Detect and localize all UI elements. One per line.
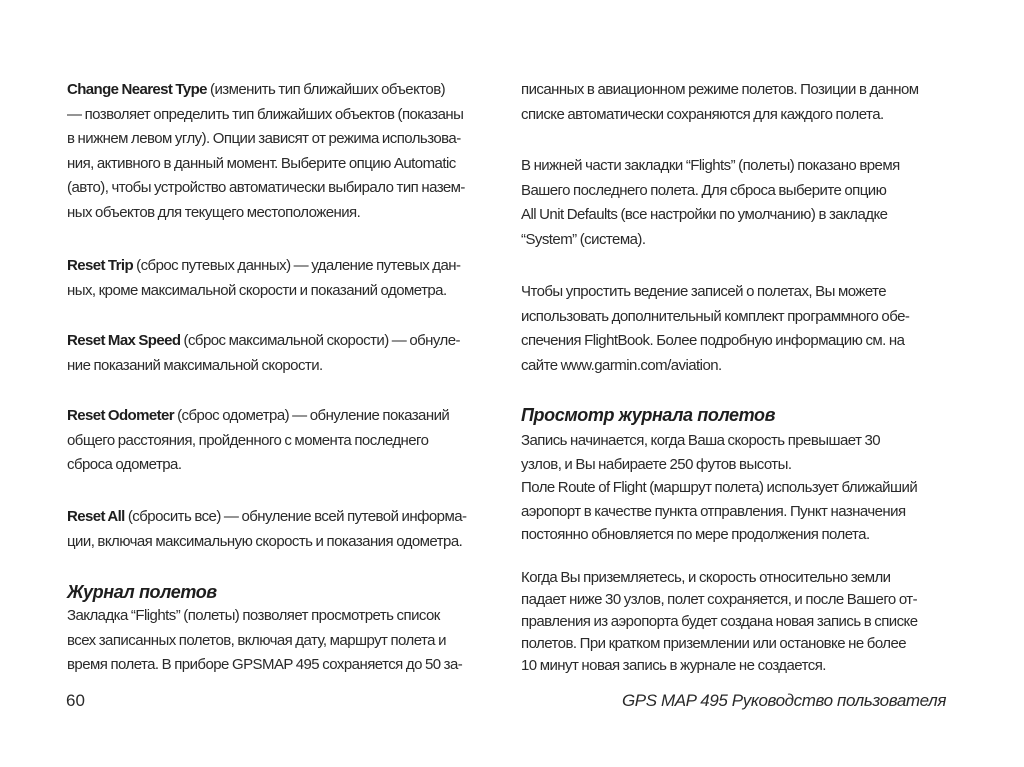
- text-line: [67, 279, 460, 304]
- line-text: (авто), чтобы устройство автоматически выбирало тип назем-: [67, 179, 465, 197]
- text-line: [521, 228, 900, 253]
- text-line: [521, 354, 909, 379]
- text-line: [521, 280, 909, 305]
- line-text: “System” (система).: [521, 230, 646, 248]
- text-line: [521, 154, 900, 179]
- line-text: Когда Вы приземляетесь, и скорость относительно земли: [521, 569, 891, 586]
- text-line: [67, 429, 449, 454]
- term-label: Change Nearest Type: [67, 81, 207, 98]
- line-text: всех записанных полетов, включая дату, маршрут полета и: [67, 631, 446, 649]
- text-line: [67, 604, 462, 629]
- line-text: узлов, и Вы набираете 250 футов высоты.: [521, 455, 792, 473]
- line-text: спечения FlightBook. Более подробную информацию см. на: [521, 332, 905, 350]
- line-text: ние показаний максимальной скорости.: [67, 356, 323, 374]
- line-text: сайте www.garmin.com/aviation.: [521, 356, 722, 374]
- section-heading-view-flight-log: Просмотр журнала полетов: [521, 405, 776, 425]
- line-text: ции, включая максимальную скорость и показания одометра.: [67, 532, 463, 550]
- paragraph-recording-start: [521, 429, 917, 547]
- line-text: Запись начинается, когда Ваша скорость превышает 30: [521, 432, 881, 449]
- line-text: (сброс одометра) — обнуление показаний: [173, 407, 450, 424]
- paragraph-landing: [521, 567, 918, 677]
- text-line: [521, 523, 917, 547]
- text-line: [521, 655, 918, 677]
- line-text: падает ниже 30 узлов, полет сохраняется, и после Вашего от-: [521, 591, 918, 608]
- section-heading-flight-log: Журнал полетов: [67, 582, 217, 602]
- text-line: [67, 329, 460, 354]
- line-text: — позволяет определить тип ближайших объектов (показаны: [67, 105, 464, 123]
- paragraph-flights-tab: [67, 604, 462, 678]
- line-text: 10 минут новая запись в журнале не создается.: [521, 657, 826, 674]
- line-text: ных объектов для текущего местоположения.: [67, 203, 361, 221]
- line-text: писанных в авиационном режиме полетов. Позиции в данном: [521, 81, 919, 98]
- text-line: [67, 78, 465, 103]
- paragraph-reset-all: [67, 505, 466, 554]
- text-line: [521, 429, 917, 453]
- text-line: [521, 453, 917, 477]
- text-line: [67, 201, 465, 226]
- paragraph-change-nearest-type: [67, 78, 465, 226]
- text-line: [67, 254, 460, 279]
- paragraph-last-flight-time: [521, 154, 900, 252]
- line-text: аэропорт в качестве пункта отправления. Пункт назначения: [521, 502, 906, 520]
- page-number: 60: [66, 691, 85, 710]
- text-line: [521, 611, 918, 633]
- paragraph-reset-odometer: [67, 404, 449, 478]
- text-line: [521, 103, 919, 128]
- text-line: [67, 354, 460, 379]
- line-text: правления из аэропорта будет создана новая запись в списке: [521, 613, 918, 630]
- line-text: время полета. В приборе GPSMAP 495 сохраняется до 50 за-: [67, 656, 463, 674]
- text-line: [521, 476, 917, 500]
- line-text: Вашего последнего полета. Для сброса выберите опцию: [521, 181, 887, 199]
- line-text: постоянно обновляется по мере продолжения полета.: [521, 526, 870, 544]
- text-line: [67, 453, 449, 478]
- text-line: [521, 567, 918, 589]
- term-label: Reset All: [67, 508, 125, 525]
- line-text: В нижней части закладки “Flights” (полеты) показано время: [521, 157, 900, 174]
- term-label: Reset Trip: [67, 257, 134, 274]
- term-label: Reset Max Speed: [67, 332, 181, 349]
- text-line: [67, 176, 465, 201]
- text-line: [67, 653, 462, 678]
- text-line: [521, 179, 900, 204]
- text-line: [67, 629, 462, 654]
- line-text: (сбросить все) — обнуление всей путевой информа-: [124, 508, 467, 525]
- line-text: в нижнем левом углу). Опции зависят от режима использова-: [67, 130, 461, 148]
- text-line: [67, 530, 466, 555]
- paragraph-reset-trip: [67, 254, 460, 303]
- line-text: Закладка “Flights” (полеты) позволяет просмотреть список: [67, 607, 440, 624]
- term-label: Reset Odometer: [67, 407, 174, 424]
- text-line: [67, 505, 466, 530]
- footer-title: GPS MAP 495 Руководство пользователя: [621, 691, 946, 710]
- text-line: [67, 152, 465, 177]
- line-text: списке автоматически сохраняются для каждого полета.: [521, 105, 884, 123]
- text-line: [521, 500, 917, 524]
- text-line: [521, 633, 918, 655]
- text-line: [521, 329, 909, 354]
- text-line: [521, 78, 919, 103]
- line-text: (изменить тип ближайших объектов): [206, 81, 446, 98]
- text-line: [521, 305, 909, 330]
- line-text: использовать дополнительный комплект программного обе-: [521, 307, 910, 325]
- line-text: ния, активного в данный момент. Выберите опцию Automatic: [67, 154, 456, 172]
- line-text: общего расстояния, пройденного с момента последнего: [67, 431, 429, 449]
- text-line: [67, 127, 465, 152]
- line-text: Поле Route of Flight (маршрут полета) использует ближайший: [521, 479, 918, 497]
- paragraph-reset-max-speed: [67, 329, 460, 378]
- text-line: [521, 203, 900, 228]
- line-text: Чтобы упростить ведение записей о полетах, Вы можете: [521, 283, 887, 300]
- line-text: (сброс максимальной скорости) — обнуле-: [180, 332, 460, 349]
- text-line: [67, 103, 465, 128]
- paragraph-flightbook: [521, 280, 909, 378]
- line-text: ных, кроме максимальной скорости и показаний одометра.: [67, 281, 447, 299]
- text-line: [67, 404, 449, 429]
- line-text: (сброс путевых данных) — удаление путевых дан-: [133, 257, 461, 274]
- text-line: [521, 589, 918, 611]
- paragraph-continued: [521, 78, 919, 127]
- line-text: All Unit Defaults (все настройки по умолчанию) в закладке: [521, 206, 888, 224]
- line-text: полетов. При кратком приземлении или остановке не более: [521, 635, 907, 652]
- line-text: сброса одометра.: [67, 456, 182, 474]
